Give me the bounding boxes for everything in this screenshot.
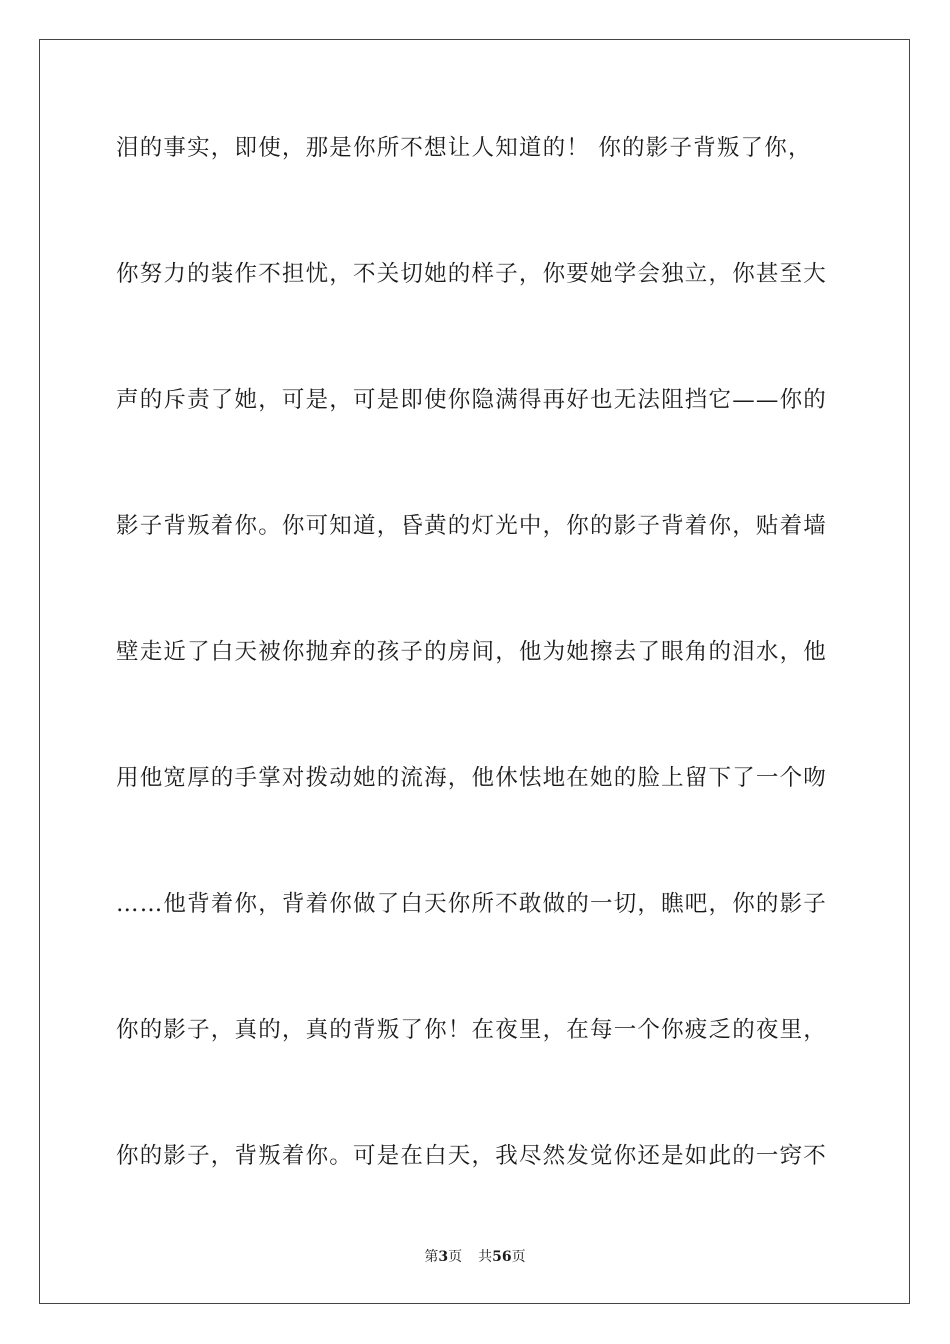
text-line: 你的影子，真的，真的背叛了你！在夜里，在每一个你疲乏的夜里，: [116, 1017, 828, 1043]
text-line: 泪的事实，即使，那是你所不想让人知道的！ 你的影子背叛了你，: [116, 135, 812, 161]
page-suffix: 页: [448, 1249, 463, 1265]
total-suffix: 页: [511, 1249, 526, 1265]
text-line: 你努力的装作不担忧，不关切她的样子，你要她学会独立，你甚至大: [116, 261, 828, 287]
text-line: ……他背着你，背着你做了白天你所不敢做的一切，瞧吧，你的影子: [116, 891, 828, 917]
total-pages: 56: [492, 1249, 512, 1265]
text-line: 用他宽厚的手掌对拨动她的流海，他休怯地在她的脸上留下了一个吻: [116, 765, 828, 791]
text-line: 影子背叛着你。你可知道，昏黄的灯光中，你的影子背着你，贴着墙: [116, 513, 828, 539]
text-line: 你的影子，背叛着你。可是在白天，我尽然发觉你还是如此的一窍不: [116, 1143, 828, 1169]
total-prefix: 共: [478, 1249, 493, 1265]
page-prefix: 第: [424, 1249, 439, 1265]
text-line: 声的斥责了她，可是，可是即使你隐满得再好也无法阻挡它——你的: [116, 387, 828, 413]
document-body: [116, 128, 836, 1262]
page-number: 3: [438, 1249, 449, 1265]
text-line: 壁走近了白天被你抛弃的孩子的房间，他为她擦去了眼角的泪水，他: [116, 639, 828, 665]
page-footer: [0, 1247, 950, 1267]
